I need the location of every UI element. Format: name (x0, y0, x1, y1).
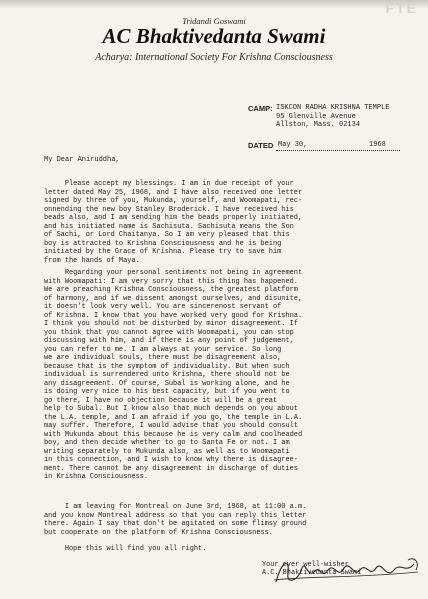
bleed-through-text: FTE (385, 0, 418, 16)
closing-text: Your ever well-wisher A.C. Bhaktivedanta Swami (262, 561, 362, 578)
salutation: My Dear Aniruddha, (44, 156, 120, 164)
handwritten-signature (268, 552, 428, 588)
camp-address: ISKCON RADHA KRISHNA TEMPLE 95 Glenville Avenue Allston, Mass. 02134 (276, 104, 390, 129)
camp-label: CAMP: (248, 104, 273, 113)
dated-year: 1968 (369, 141, 386, 149)
scan-edge (0, 0, 428, 9)
paragraph-travel: I am leaving for Montreal on June 3rd, 1968, at 11:00 a.m. and you know Montreal address so that you can reply this letter there. Again I say that don't be agitated on some flimsy ground but cooperate on the platform of Krishna Consciousness. (44, 503, 307, 537)
paragraph-disagreement: Regarding your personal sentiments not being in agreement with Woomapati: I am very sorry that this thing has happened. We are preaching Krishna Consciousness, the greatest platform of harmony, and if we dissent amongst ourselves, and disunite, it doesn't look very well. You are sincerenost servant of of Krishna. I know that you have worked very good for Krishna. I think you should not be disturbed by minor disagreement. If you think that you cannot agree with Woomapati, you can stop discussing with him, and if there is any point of judgement, you can refer to me. I am always at your service. So long we are individual souls, there must be disagreement also, because that is the symptom of individuality. But when such individual is surrendered unto Krishna, there should not be any disagreement. Of course, Subal is working alone, and he is doing very nice to his best capacity, but if you went to go there, I have no objection because it will be a great help to Subal. But I know also that much depends on you about the L.A. temple, and I am afraid if you go, the temple in L.A. may suffer. Therefore, I would advise that you should consult with Mukunda about this because he is very calm and coolheaded boy, and then decide whether to go to Santa Fe or not. I am writing separately to Mukunda also, as well as to Woomapati in this connection, and I wish to know why there is disagree- ment. There cannot be any disagreement in discharge of duties in Krishna Consciousness. (44, 269, 303, 481)
letterhead-title: Tridandi Goswami (182, 16, 246, 26)
paragraph-blessings: Please accept my blessings. I am in due receipt of your letter dated May 25, 1968, and I have also received one letter signed by three of you, Mukunda, yourself, and Woomapati, rec- onnending the new boy Stanley Broderick. I have received his beads also, and I am sending him the beads properly initiated, and his initiated name is Sachisuta. Sachisuta means the Son of Sachi, or Lord Chaitanya. So I am very pleased that this boy is attracted to Krishna Consciousness and he is being initiated by the Grace of Krishna. Please try to save him from the hands of Maya. (44, 180, 303, 265)
dated-label: DATED (248, 141, 274, 150)
dated-block (248, 140, 424, 152)
letterhead-subtitle: Acharya: International Society For Krishna Consciousness (95, 52, 333, 63)
dated-rule (276, 150, 400, 151)
dated-value: May 30, (278, 141, 308, 149)
letterhead-name: AC Bhaktivedanta Swami (102, 24, 326, 48)
paragraph-closing-wish: Hope this will find you all right. (44, 545, 207, 553)
